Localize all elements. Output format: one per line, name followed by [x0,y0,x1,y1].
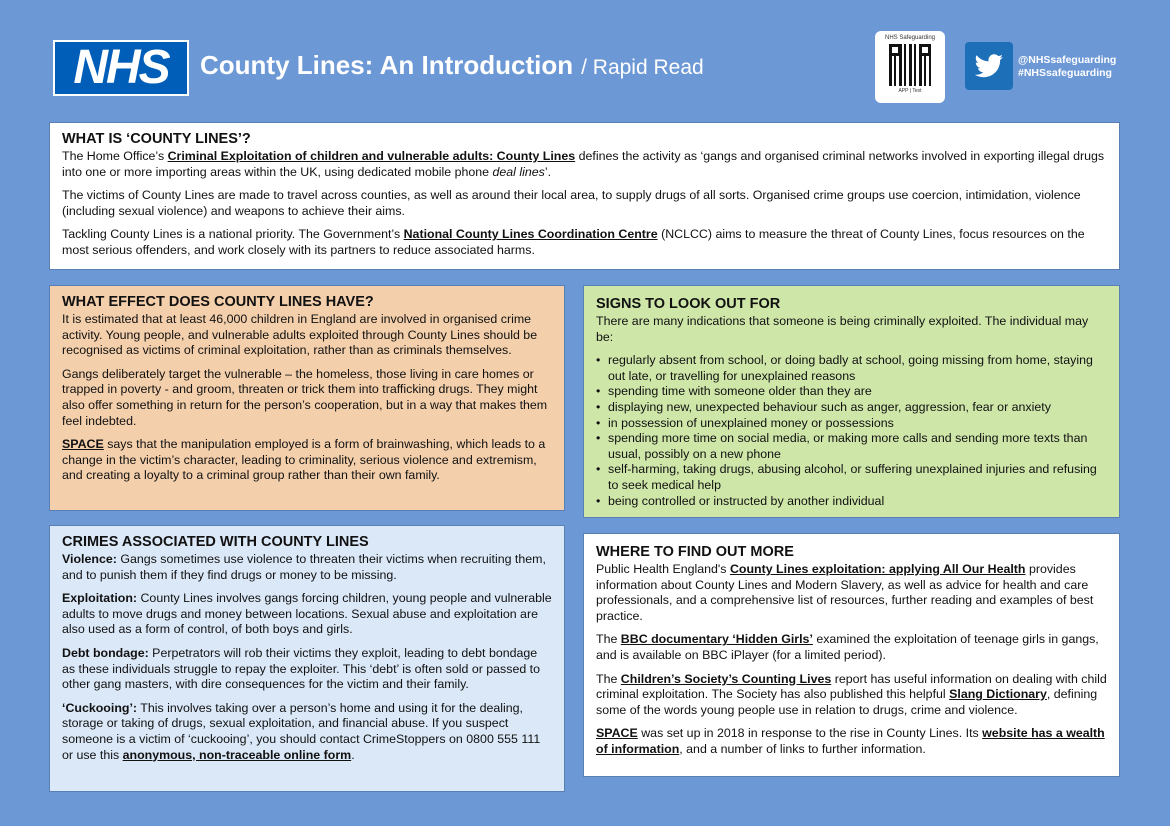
text: The [596,632,621,647]
text: Perpetrators will rob their victims they exploit, leading to debt bondage as these individuals struggle to repay the exploiter. This ‘debt’ is often sold or passed to other gang masters, with dire consequences for the victim and their family. [62,645,541,692]
text: report has useful information on dealing with child criminal exploitation. The Society has also published this helpful [596,671,1107,702]
crimestoppers-form-link[interactable]: anonymous, non-traceable online form [122,747,352,762]
what-is-paragraph-1 [62,149,1107,180]
signs-list [596,353,1107,509]
text: The Home Office’s [62,149,168,163]
list-item: • spending more time on social media, or making more calls and sending more texts than usual, possibly on a new phone [596,431,1107,462]
space-website-link[interactable]: website has a wealth of information [596,726,1105,756]
bbc-documentary-link[interactable]: BBC documentary ‘Hidden Girls’ [620,632,813,647]
list-item: • being controlled or instructed by another individual [596,494,1107,510]
list-item: • self-harming, taking drugs, abusing alcohol, or suffering unexplained injuries and refusing to seek medical help [596,462,1107,493]
qr-code-icon [889,44,931,86]
text: The [596,671,621,686]
all-our-health-link[interactable]: County Lines exploitation: applying All Our Health [729,562,1026,576]
text: Gangs sometimes use violence to threaten their victims when recruiting them, and to punish them if they find drugs or money to be missing. [62,552,546,582]
title-main: County Lines: An Introduction [200,50,574,80]
effect-paragraph-1: It is estimated that at least 46,000 children in England are involved in organised crime activity. Young people, and vulnerable adults exploited through County Lines should be recognised as victims of criminal exploitation, rather than as criminals themselves. [62,312,538,358]
text: Tackling County Lines is a national priority. The Government’s [62,227,404,242]
twitter-handle[interactable]: @NHSsafeguarding [1018,54,1117,66]
more-paragraph-1 [596,562,1107,624]
text: , defining some of the words young people use in relation to drugs, crime and violence. [596,687,1098,717]
home-office-link[interactable]: Criminal Exploitation of children and vulnerable adults: County Lines [167,149,576,163]
more-paragraph-2 [596,632,1107,663]
label: Exploitation: [62,591,138,606]
signs-panel [583,285,1120,518]
text: This involves taking over a person’s home and using it for the dealing, storage or taking of drugs, sexual exploitation, and financial abuse. If you suspect someone is a victim of ‘cuckooing’, you should contact CrimeStoppers on 0800 555 111 or use this [62,700,541,762]
crime-cuckooing [62,701,552,763]
nhs-logo: NHS [53,40,189,96]
crime-violence [62,552,552,583]
crime-exploitation [62,591,552,638]
effect-heading: WHAT EFFECT DOES COUNTY LINES HAVE? [62,294,374,310]
text: examined the exploitation of teenage girls in gangs, and is available on BBC iPlayer (for a limited period). [596,632,1099,662]
effect-paragraph-3 [62,437,552,484]
space-link-2[interactable]: SPACE [596,726,638,741]
text: , and a number of links to further information. [679,741,926,756]
what-is-heading: WHAT IS ‘COUNTY LINES’? [62,131,251,147]
label: Debt bondage: [62,645,149,660]
text: (NCLCC) aims to measure the threat of County Lines, focus resources on the most serious offenders, and work closely with its partners to reduce associated harms. [62,227,1085,257]
label: ‘Cuckooing’: [62,700,138,715]
title-subtitle: / Rapid Read [581,56,704,79]
twitter-bird-icon [965,42,1013,90]
crime-debt-bondage [62,646,552,693]
label: Violence: [62,552,117,566]
what-is-paragraph-2: The victims of County Lines are made to travel across counties, as well as around their local area, to supply drugs of all sorts. Organised crime groups use coercion, intimidation, violence (including sexual violence) and weapons to achieve their aims. [62,188,1081,218]
text: defines the activity as ‘gangs and organised criminal networks involved in exporting illegal drugs into one or more importing areas within the UK, using dedicated mobile phone [62,149,1105,179]
nclcc-link[interactable]: National County Lines Coordination Centre [403,227,658,242]
effect-paragraph-2: Gangs deliberately target the vulnerable – the homeless, those living in care homes or trapped in poverty - and groom, threaten or trick them into trafficking drugs. They might also offer something in return for the person’s cooperation, but in a way that makes them feel indebted. [62,366,548,428]
text: . [351,747,355,762]
text: was set up in 2018 in response to the rise in County Lines. Its [637,726,983,741]
text: Public Health England's [596,562,730,576]
qr-label-bottom: APP | Text [898,88,922,94]
list-item: • displaying new, unexpected behaviour such as anger, aggression, fear or anxiety [596,400,1107,416]
effect-panel [49,285,565,511]
list-item: • in possession of unexplained money or possessions [596,416,1107,432]
signs-intro: There are many indications that someone is being criminally exploited. The individual may be: [596,314,1089,344]
crimes-heading: CRIMES ASSOCIATED WITH COUNTY LINES [62,534,369,550]
counting-lives-link[interactable]: Children’s Society’s Counting Lives [620,671,832,686]
find-out-more-panel [583,533,1120,777]
list-item: • spending time with someone older than they are [596,384,1107,400]
what-is-paragraph-3 [62,227,1107,258]
twitter-handles [1018,54,1116,80]
twitter-hashtag[interactable]: #NHSsafeguarding [1018,67,1112,79]
signs-heading: SIGNS TO LOOK OUT FOR [596,296,781,312]
qr-label-top: NHS Safeguarding [884,35,936,41]
italic-text: deal lines [492,164,545,179]
crimes-panel [49,525,565,792]
text: County Lines involves gangs forcing children, young people and vulnerable adults to move drugs and money between locations. Sexual abuse and exploitation are also used as a form of control, of both boys and girls. [62,591,552,637]
text: provides information about County Lines and Modern Slavery, as well as advice for health and care professionals, and a comprehensive list of resources, further reading and examples of best practice. [596,562,1094,623]
list-item: • regularly absent from school, or doing badly at school, going missing from home, staying out late, or travelling for unexplained reasons [596,353,1107,384]
text: ’. [544,164,552,179]
qr-code-card[interactable] [875,31,945,103]
more-paragraph-4 [596,726,1107,757]
more-heading: WHERE TO FIND OUT MORE [596,544,794,560]
slang-dictionary-link[interactable]: Slang Dictionary [949,687,1047,702]
what-is-county-lines-panel [49,122,1120,270]
twitter-icon[interactable] [965,42,1013,90]
more-paragraph-3 [596,672,1107,719]
space-link[interactable]: SPACE [62,437,104,452]
text: says that the manipulation employed is a form of brainwashing, which leads to a change in the victim’s character, leading to criminality, serious violence and extremism, and creating a loyalty to a criminal group rather than their own family. [62,437,546,483]
page-title [200,50,704,81]
